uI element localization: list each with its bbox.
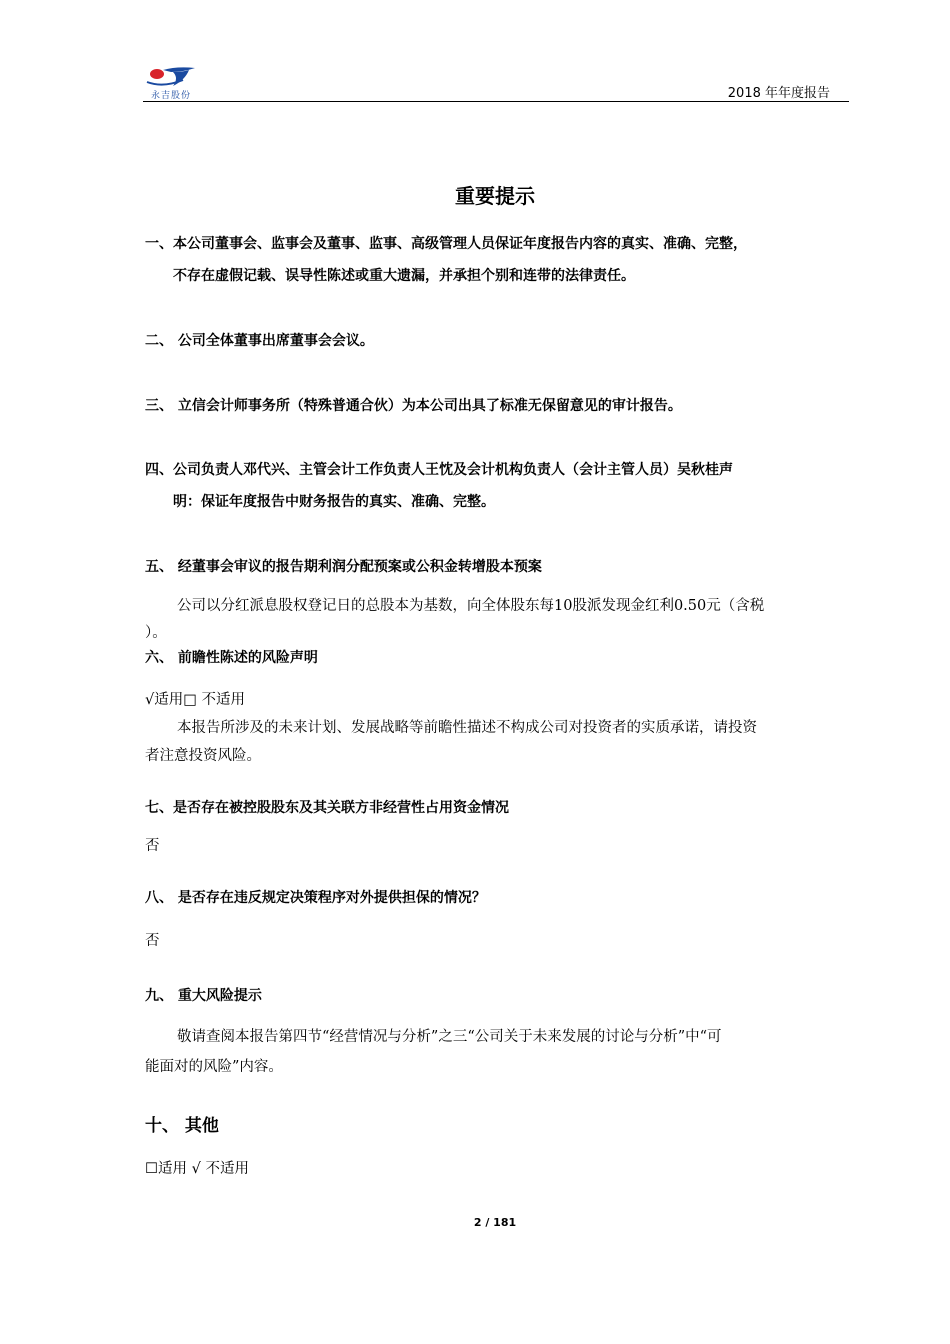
- logo-text: 永吉股份: [151, 91, 192, 101]
- page-number: 2 / 181: [473, 1216, 517, 1229]
- section-6-heading: 六、 前瞻性陈述的风险声明: [145, 650, 318, 666]
- section-9-heading: 九、 重大风险提示: [145, 988, 262, 1004]
- company-logo: [143, 62, 203, 100]
- section-5-heading: 五、 经董事会审议的报告期利润分配预案或公积金转增股本预案: [145, 559, 542, 575]
- section-9-body-line-2: 能面对的风险”内容。: [145, 1059, 283, 1075]
- section-6-applicability: √适用□ 不适用: [145, 692, 246, 708]
- section-7-heading: 七、是否存在被控股股东及其关联方非经营性占用资金情况: [145, 800, 509, 816]
- section-3: 三、 立信会计师事务所（特殊普通合伙）为本公司出具了标准无保留意见的审计报告。: [145, 398, 682, 414]
- section-7-answer: 否: [145, 838, 160, 854]
- section-5-body-line-2: ）。: [145, 625, 167, 641]
- section-6-body-line-2: 者注意投资风险。: [145, 748, 261, 764]
- section-10-heading: 十、 其他: [145, 1116, 219, 1136]
- section-6-body-line-1: 本报告所涉及的未来计划、发展战略等前瞻性描述不构成公司对投资者的实质承诺，请投资: [177, 720, 757, 736]
- section-4-line-2: 明：保证年度报告中财务报告的真实、准确、完整。: [173, 494, 495, 510]
- section-5-body-line-1: 公司以分红派息股权登记日的总股本为基数，向全体股东每10股派发现金红利0.50元（含税: [177, 598, 765, 614]
- page-title: 重要提示: [455, 184, 535, 208]
- section-9-body-line-1: 敬请查阅本报告第四节“经营情况与分析”之三“公司关于未来发展的讨论与分析”中“可: [177, 1029, 722, 1045]
- header-divider: [143, 101, 849, 102]
- section-1-line-1: 一、本公司董事会、监事会及董事、监事、高级管理人员保证年度报告内容的真实、准确、完整，: [145, 236, 747, 252]
- section-8-answer: 否: [145, 933, 160, 949]
- section-2: 二、 公司全体董事出席董事会会议。: [145, 333, 374, 349]
- section-8-heading: 八、 是否存在违反规定决策程序对外提供担保的情况？: [145, 890, 486, 906]
- section-4-line-1: 四、公司负责人邓代兴、主管会计工作负责人王忱及会计机构负责人（会计主管人员）吴秋桂声: [145, 462, 733, 478]
- section-1-line-2: 不存在虚假记载、误导性陈述或重大遗漏，并承担个别和连带的法律责任。: [173, 268, 635, 284]
- section-10-applicability: ☐适用 √ 不适用: [145, 1161, 249, 1177]
- report-title: 2018 年年度报告: [727, 86, 830, 101]
